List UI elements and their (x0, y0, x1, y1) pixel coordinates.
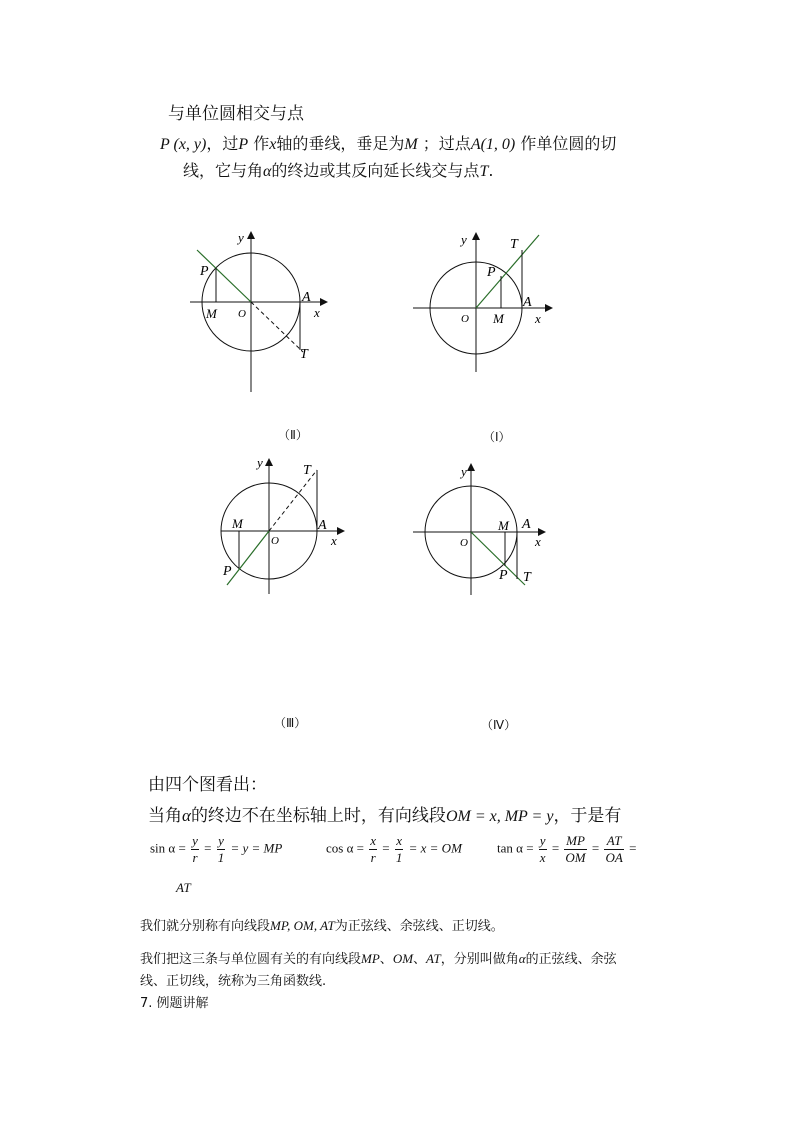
math-t: T (479, 163, 489, 180)
y-axis-arrow (247, 231, 255, 239)
y-axis-arrow (467, 463, 475, 471)
figure-iii (205, 448, 355, 608)
cos-lhs: cos α = (326, 840, 364, 856)
label-y: y (461, 232, 467, 247)
equals: = (629, 840, 637, 856)
text: 当角 (148, 806, 182, 826)
fraction (369, 833, 377, 866)
x-axis-arrow (545, 304, 553, 312)
y-axis-arrow (265, 458, 273, 466)
label-o: O (238, 308, 246, 320)
text: ，分别叫做角 (440, 952, 519, 967)
label-x: x (314, 305, 320, 320)
numerator: y (218, 833, 224, 848)
text: ，过 (206, 134, 239, 153)
label-t: T (523, 570, 531, 585)
math-alpha: α (263, 163, 272, 180)
numerator: y (192, 833, 198, 848)
sin-lhs: sin α = (150, 840, 186, 856)
intro-line-3 (183, 158, 493, 181)
text: 轴的垂线，垂足为 (276, 134, 405, 153)
label-t: T (303, 463, 311, 478)
math-alpha: α (518, 951, 526, 966)
fraction (217, 833, 226, 866)
text: . (488, 161, 494, 180)
text: 的终边不在坐标轴上时，有向线段 (190, 806, 446, 826)
label-x: x (535, 311, 541, 326)
numerator: y (539, 833, 546, 848)
denominator: r (370, 850, 376, 865)
text: 的正弦线、余弦 (525, 952, 617, 967)
text: 我们把这三条与单位圆有关的有向线段 (140, 952, 362, 967)
label-o: O (460, 537, 468, 549)
extension-line (269, 470, 317, 531)
label-y: y (461, 464, 467, 479)
y-axis-arrow (472, 232, 480, 240)
cos-rest: = x = OM (408, 840, 462, 856)
fraction (539, 833, 547, 866)
conclusion-line (148, 801, 621, 826)
math-mp: MP (361, 951, 380, 966)
denominator: r (192, 850, 198, 865)
numerator: x (370, 833, 377, 848)
label-m: M (232, 516, 243, 531)
label-t: T (300, 347, 308, 362)
caption-iii: （Ⅲ） (274, 716, 307, 730)
math-m: M (404, 136, 418, 153)
text: ；过点 (422, 134, 471, 153)
equals: = (204, 840, 212, 856)
text: 我们就分别称有向线段 (140, 919, 271, 934)
math-alpha: α (182, 806, 191, 825)
terminal-side (227, 531, 269, 585)
figure-ii (180, 222, 330, 402)
math-x: x (269, 136, 277, 153)
text: 、 (379, 952, 393, 967)
tan-lhs: tan α = (497, 840, 534, 856)
numerator: AT (604, 833, 623, 850)
math-p: P (238, 136, 249, 153)
label-p: P (200, 264, 209, 279)
formula-tail: AT (176, 880, 191, 895)
figure-iv (405, 455, 555, 605)
label-a: A (522, 517, 531, 532)
fraction (564, 833, 586, 866)
numerator: x (396, 833, 402, 848)
label-a: A (523, 295, 532, 310)
text: 作单位圆的切 (520, 134, 617, 153)
math-om: OM (392, 951, 414, 966)
label-a: A (302, 290, 311, 305)
label-t: T (510, 237, 518, 252)
text: 线，它与角 (183, 161, 264, 180)
caption-iv: （Ⅳ） (481, 718, 517, 732)
label-m: M (493, 311, 504, 326)
label-o: O (461, 313, 469, 325)
formula-sin (150, 833, 282, 866)
caption-i: （Ⅰ） (483, 430, 511, 444)
denominator: 1 (395, 850, 403, 865)
label-p: P (487, 265, 496, 280)
point-p-xy: P (x, y) (160, 136, 207, 153)
equals: = (551, 840, 560, 856)
label-x: x (535, 534, 541, 549)
figure-i (405, 222, 555, 382)
label-x: x (331, 533, 337, 548)
equals: = (382, 840, 390, 856)
sin-rest: = y = MP (230, 840, 283, 856)
paragraph-1 (140, 915, 504, 934)
x-axis-arrow (337, 527, 345, 535)
fraction (395, 833, 404, 866)
caption-ii: （Ⅱ） (278, 428, 308, 442)
paragraph-2-line-2: 线、正切线，统称为三角函数线. (140, 974, 327, 989)
label-y: y (257, 455, 263, 470)
denominator: x (539, 850, 546, 865)
denominator: 1 (217, 850, 225, 865)
intro-line-1: 与单位圆相交与点 (168, 104, 304, 124)
label-p: P (223, 564, 232, 579)
conclusion-heading: 由四个图看出： (148, 775, 267, 795)
math-mp-om-at: MP, OM, AT (270, 918, 335, 933)
text: 作 (253, 134, 270, 153)
section-heading: 7. 例题讲解 (140, 996, 209, 1011)
text: ，于是有 (553, 806, 622, 826)
extension-line (251, 302, 303, 352)
math-om-mp: OM = x, MP = y (445, 808, 554, 825)
paragraph-2 (140, 948, 617, 967)
intro-line-2 (160, 131, 616, 154)
text: 的终边或其反向延长线交与点 (271, 161, 480, 180)
x-axis-arrow (320, 298, 328, 306)
equals: = (591, 840, 600, 856)
fraction (604, 833, 623, 866)
label-o: O (271, 535, 279, 547)
label-p: P (499, 568, 508, 583)
denominator: OA (605, 850, 623, 865)
fraction (191, 833, 199, 866)
formula-cos (326, 833, 462, 866)
text: 、 (413, 952, 427, 967)
numerator: MP (566, 833, 585, 848)
math-a10: A(1, 0) (470, 136, 516, 153)
math-at: AT (426, 951, 441, 966)
label-a: A (318, 518, 327, 533)
formula-tan (497, 833, 636, 866)
label-m: M (498, 518, 509, 533)
denominator: OM (565, 850, 586, 865)
label-m: M (206, 306, 217, 321)
label-y: y (238, 230, 244, 245)
text: 为正弦线、余弦线、正切线。 (334, 919, 504, 934)
